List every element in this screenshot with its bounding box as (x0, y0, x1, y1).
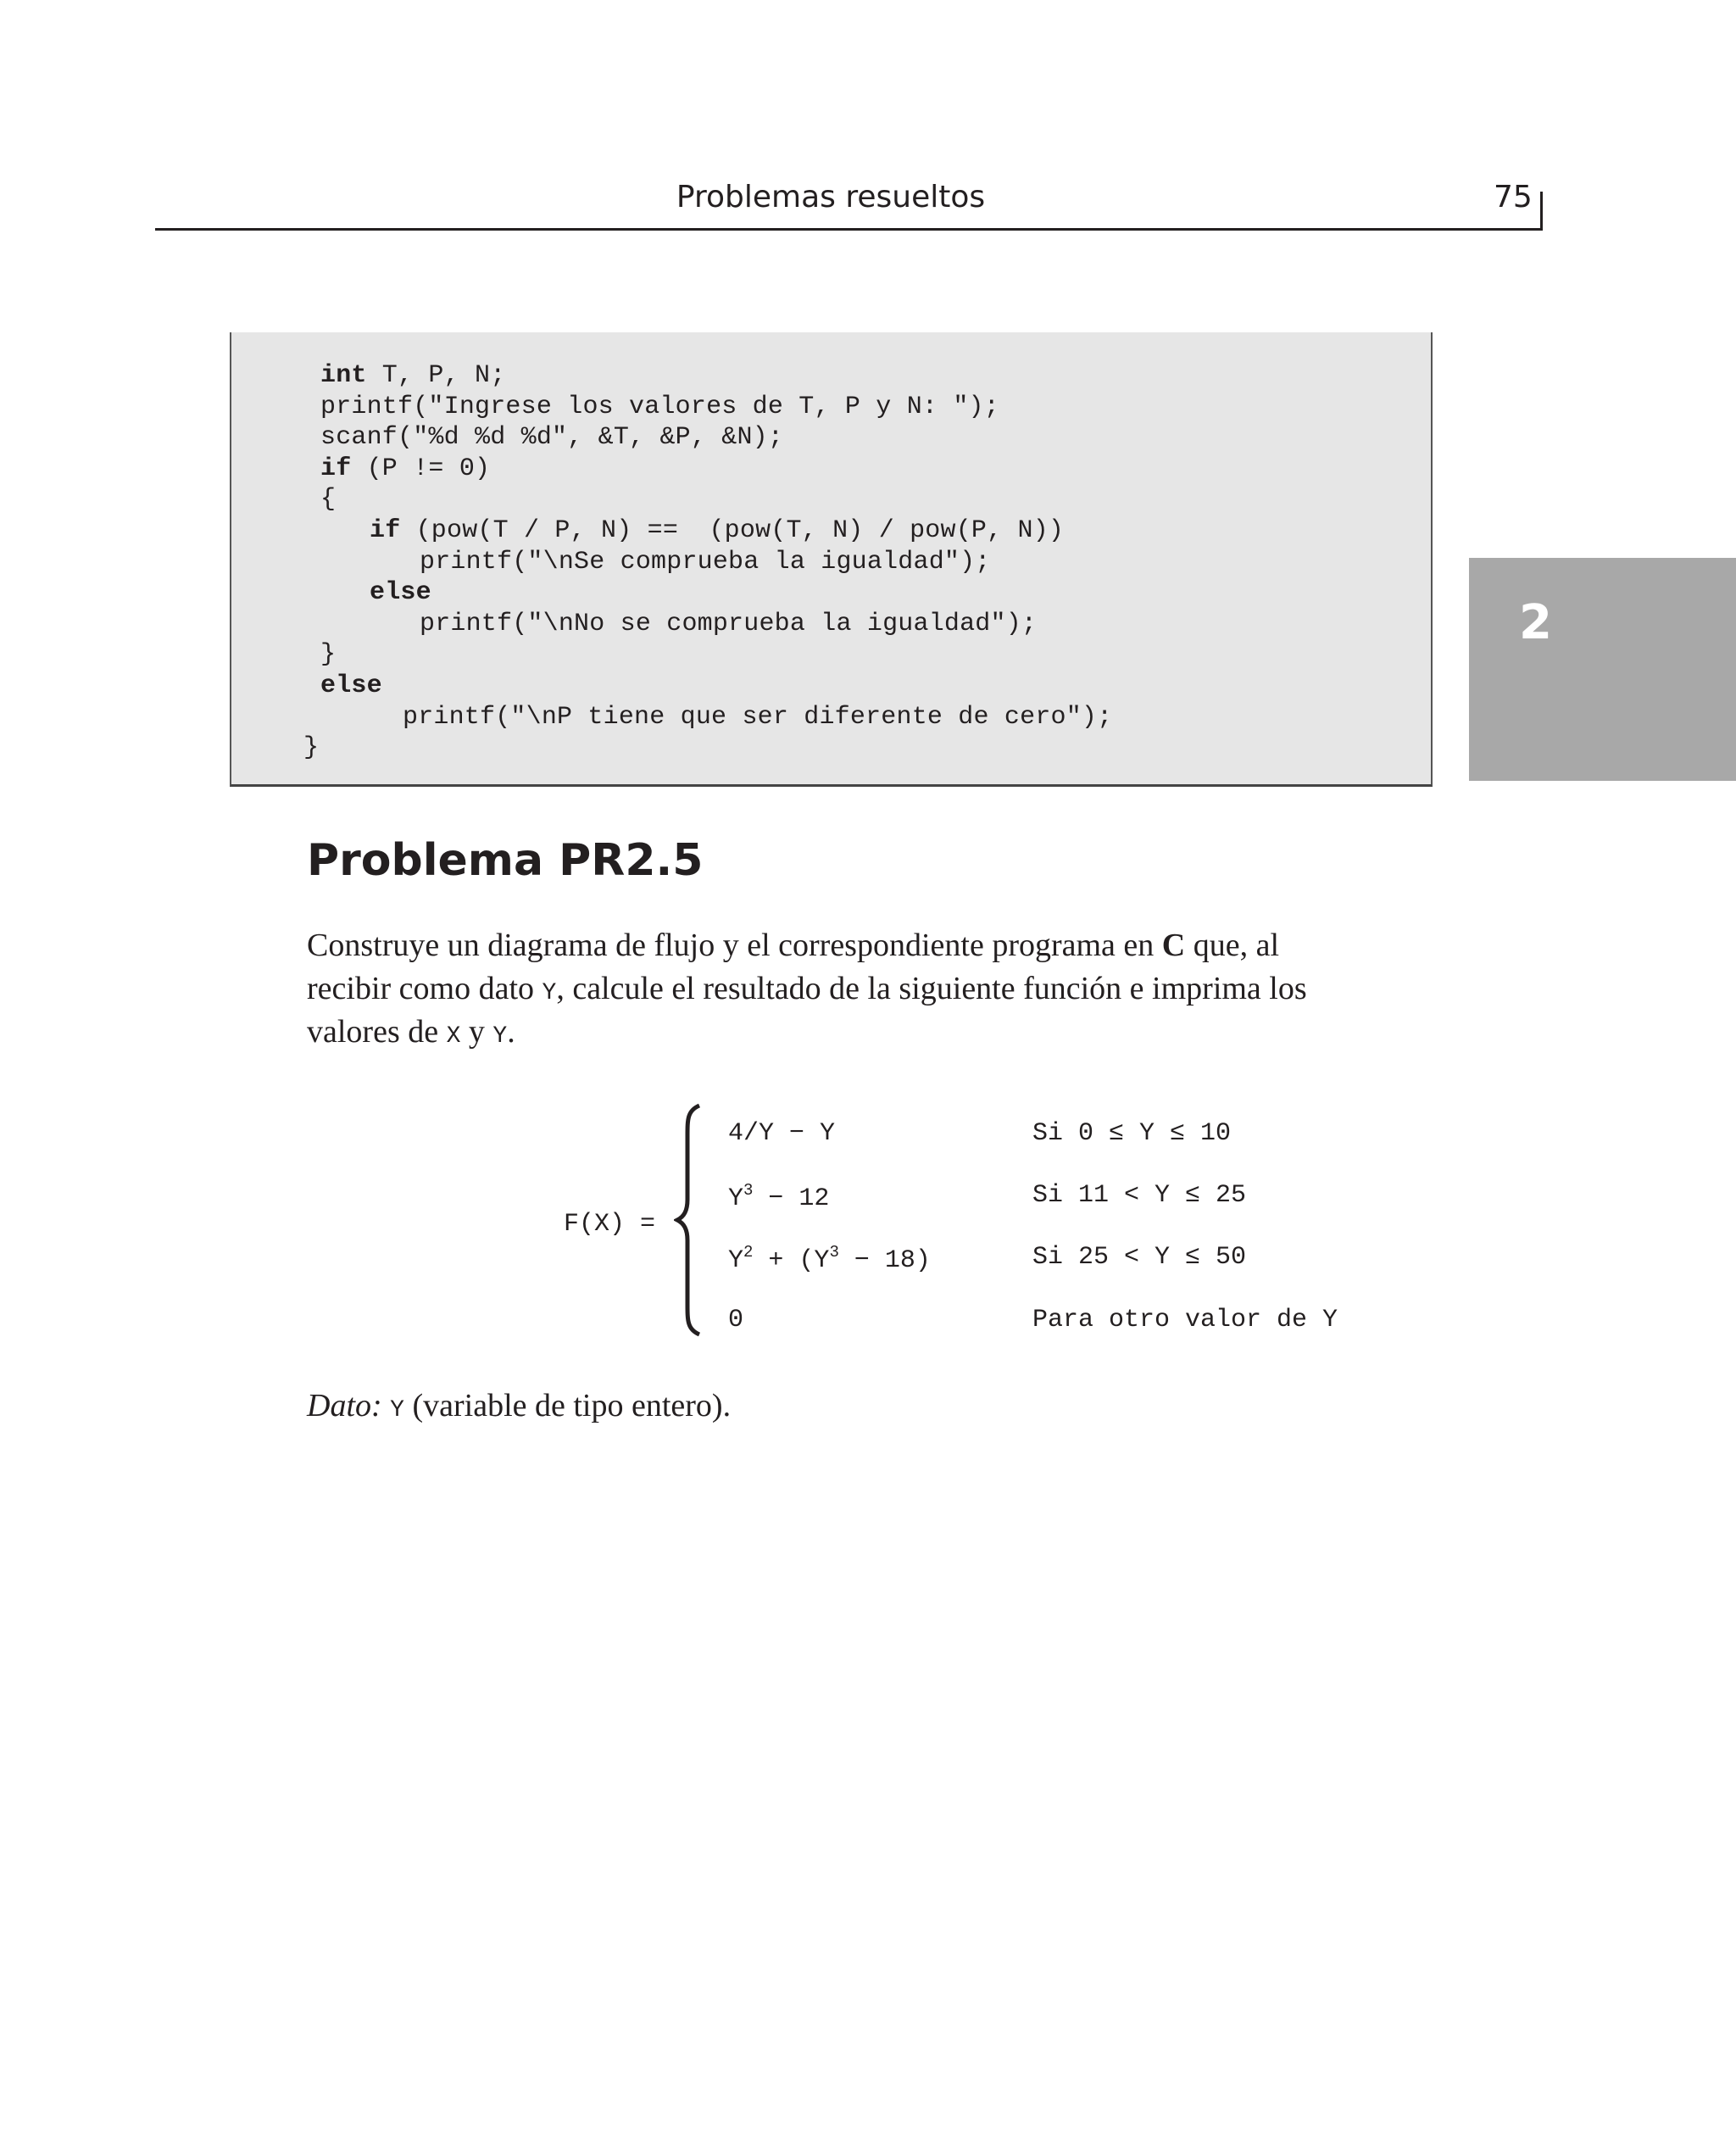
case-expression (728, 1119, 835, 1148)
data-label: Dato: (307, 1388, 382, 1423)
case-condition: Si 0 ≤ Y ≤ 10 (1032, 1119, 1232, 1148)
case-expression (728, 1306, 743, 1334)
code-text: printf("\nSe comprueba la igualdad"); (420, 548, 991, 577)
data-statement (307, 1387, 731, 1424)
variable: X (446, 1023, 461, 1050)
text: valores de (307, 1014, 447, 1050)
problem-statement-line (307, 970, 1307, 1007)
expr: Y (728, 1246, 744, 1275)
text: . (507, 1014, 515, 1050)
keyword: else (370, 578, 431, 607)
code-text: (P != 0) (351, 454, 491, 483)
case-condition: Si 11 < Y ≤ 25 (1032, 1181, 1247, 1210)
page-number: 75 (1494, 180, 1533, 214)
code-line (320, 360, 505, 392)
code-text: printf("\nNo se comprueba la igualdad"); (420, 610, 1038, 638)
running-title: Problemas resueltos (676, 180, 986, 214)
expr: + (Y (753, 1246, 830, 1275)
chapter-tab (1469, 558, 1736, 781)
keyword: if (320, 454, 352, 483)
code-text: printf("Ingrese los valores de T, P y N: "); (320, 393, 999, 421)
problem-statement-line (307, 927, 1279, 964)
case-condition: Para otro valor de Y (1032, 1306, 1338, 1334)
text: que, al (1185, 928, 1280, 963)
formula-lhs: F(X) = (564, 1210, 656, 1239)
code-text: (pow(T / P, N) == (pow(T, N) / pow(P, N)) (400, 516, 1065, 545)
expr: − 12 (753, 1184, 830, 1213)
code-line (320, 639, 336, 671)
case-expression (728, 1181, 829, 1213)
code-line (320, 484, 336, 515)
code-line (320, 671, 382, 702)
code-line (320, 392, 999, 423)
keyword: if (370, 516, 401, 545)
case-expression (728, 1243, 931, 1275)
code-text: } (320, 640, 337, 669)
code-text: scanf("%d %d %d", &T, &P, &N); (320, 423, 784, 452)
text: Construye un diagrama de flujo y el correspondiente programa en (307, 928, 1162, 963)
exponent: 3 (743, 1181, 754, 1200)
problem-heading: Problema PR2.5 (307, 835, 704, 886)
text: y (460, 1014, 493, 1050)
expr: Y (728, 1184, 744, 1213)
text: (variable de tipo entero). (403, 1388, 732, 1423)
exponent: 2 (743, 1243, 754, 1262)
code-line (320, 454, 490, 485)
left-brace-icon (674, 1102, 708, 1338)
chapter-number: 2 (1519, 595, 1552, 650)
expr: 4/Y − Y (728, 1119, 836, 1148)
variable: Y (390, 1397, 404, 1423)
variable: Y (492, 1023, 508, 1050)
code-text: T, P, N; (366, 361, 506, 390)
expr: 0 (728, 1306, 744, 1334)
case-condition: Si 25 < Y ≤ 50 (1032, 1243, 1247, 1272)
text: , calcule el resultado de la siguiente función e imprima los (556, 971, 1307, 1006)
code-text: } (303, 733, 320, 762)
text: recibir como dato (307, 971, 542, 1006)
expr: − 18) (838, 1246, 931, 1275)
code-text: { (320, 485, 337, 514)
variable: Y (542, 980, 557, 1006)
code-line (370, 515, 1064, 547)
keyword: else (320, 671, 382, 700)
code-line (420, 547, 991, 578)
exponent: 3 (829, 1243, 839, 1262)
code-text: printf("\nP tiene que ser diferente de cero"); (403, 703, 1113, 732)
problem-statement-line (307, 1013, 515, 1050)
code-line (370, 577, 431, 609)
code-line (403, 702, 1112, 733)
header-rule-tick (1540, 192, 1543, 231)
keyword: int (320, 361, 367, 390)
code-line (420, 609, 1037, 640)
code-line (320, 422, 783, 454)
language-name: C (1161, 928, 1186, 963)
code-line (303, 733, 319, 764)
header-rule (155, 228, 1542, 231)
